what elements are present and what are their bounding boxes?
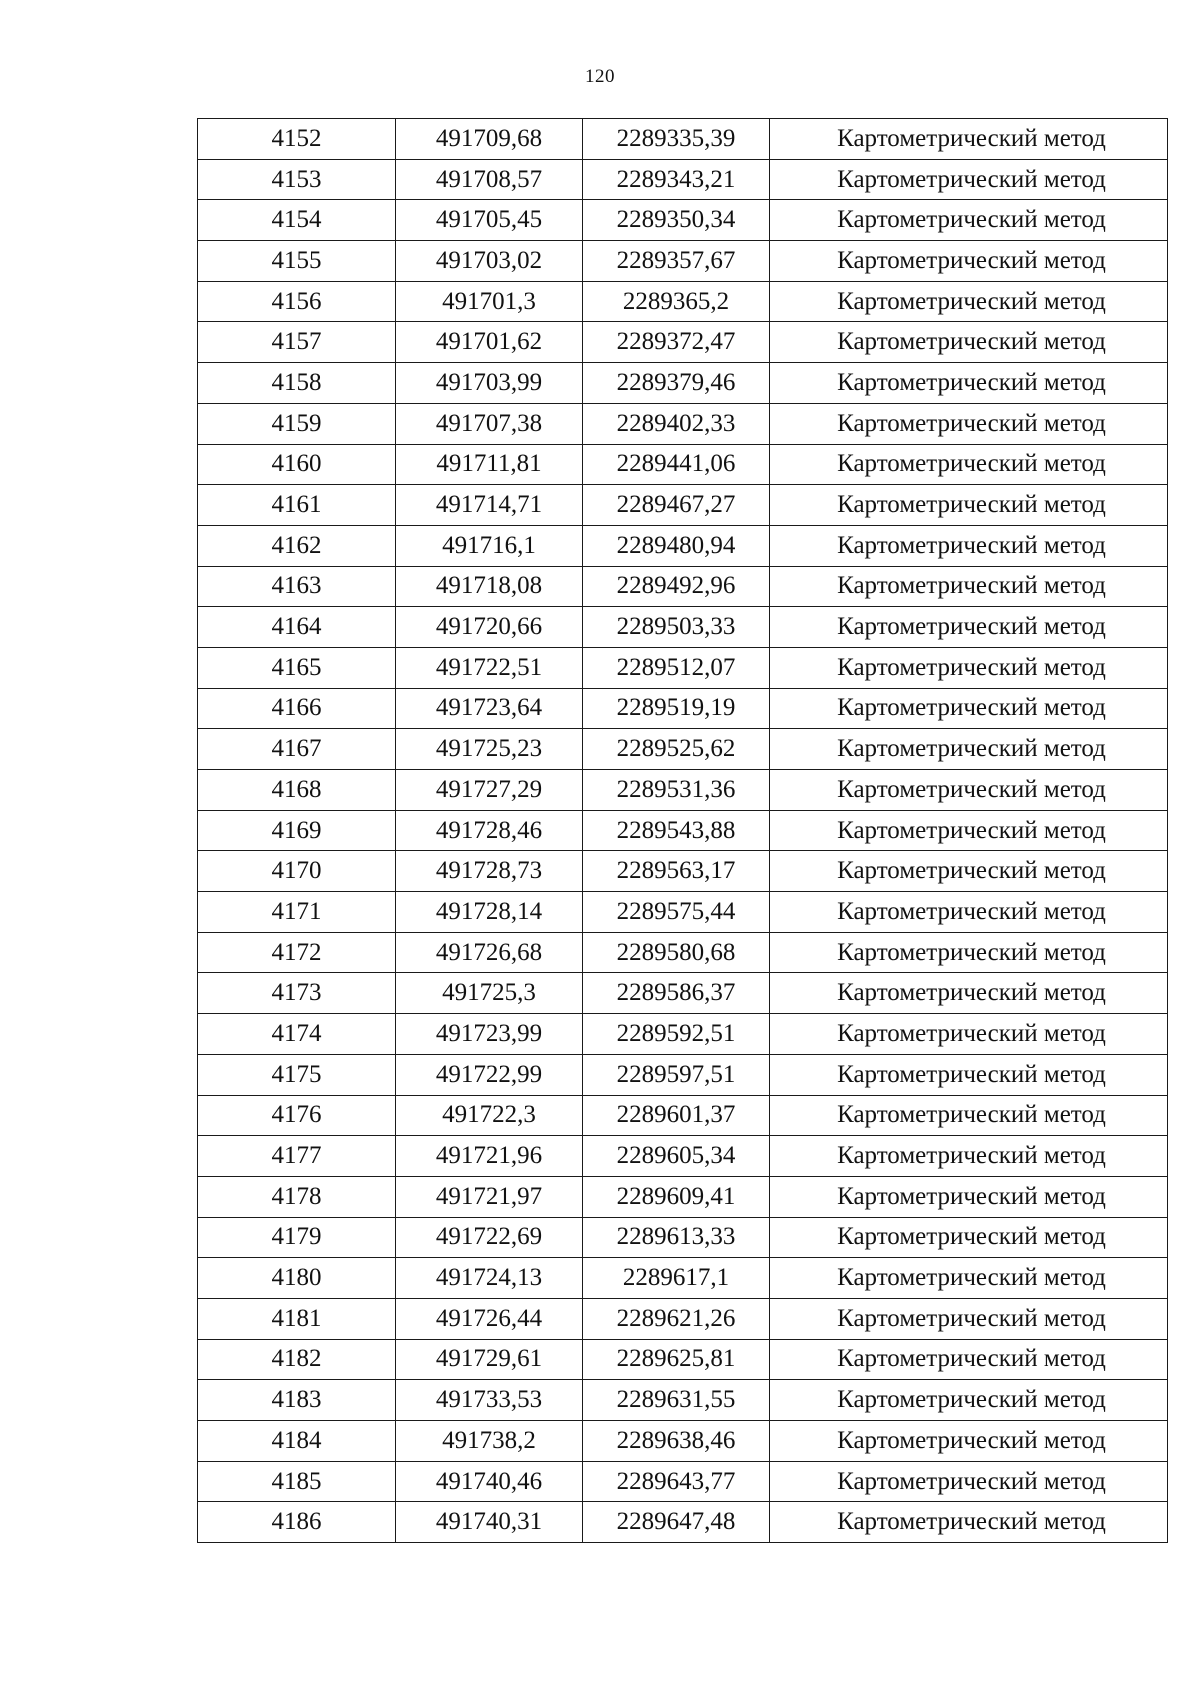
y-coordinate-cell: 2289480,94 — [583, 525, 770, 566]
table-body — [198, 119, 1168, 1543]
table-row — [198, 1380, 1168, 1421]
point-number-cell: 4182 — [198, 1339, 396, 1380]
point-number-cell: 4170 — [198, 851, 396, 892]
table-row — [198, 1258, 1168, 1299]
method-cell: Картометрический метод — [770, 1176, 1168, 1217]
point-number-cell: 4186 — [198, 1502, 396, 1543]
x-coordinate-cell: 491727,29 — [396, 770, 583, 811]
method-cell: Картометрический метод — [770, 1095, 1168, 1136]
y-coordinate-cell: 2289357,67 — [583, 241, 770, 282]
y-coordinate-cell: 2289643,77 — [583, 1461, 770, 1502]
table-row — [198, 851, 1168, 892]
method-cell: Картометрический метод — [770, 851, 1168, 892]
x-coordinate-cell: 491703,02 — [396, 241, 583, 282]
method-cell: Картометрический метод — [770, 1298, 1168, 1339]
y-coordinate-cell: 2289525,62 — [583, 729, 770, 770]
method-cell: Картометрический метод — [770, 363, 1168, 404]
table-row — [198, 1502, 1168, 1543]
point-number-cell: 4178 — [198, 1176, 396, 1217]
x-coordinate-cell: 491709,68 — [396, 119, 583, 160]
table-row — [198, 525, 1168, 566]
table-row — [198, 322, 1168, 363]
x-coordinate-cell: 491701,62 — [396, 322, 583, 363]
y-coordinate-cell: 2289580,68 — [583, 932, 770, 973]
x-coordinate-cell: 491728,46 — [396, 810, 583, 851]
table-row — [198, 932, 1168, 973]
point-number-cell: 4176 — [198, 1095, 396, 1136]
y-coordinate-cell: 2289372,47 — [583, 322, 770, 363]
method-cell: Картометрический метод — [770, 1258, 1168, 1299]
point-number-cell: 4166 — [198, 688, 396, 729]
method-cell: Картометрический метод — [770, 607, 1168, 648]
point-number-cell: 4162 — [198, 525, 396, 566]
x-coordinate-cell: 491725,23 — [396, 729, 583, 770]
table-row — [198, 647, 1168, 688]
point-number-cell: 4177 — [198, 1136, 396, 1177]
y-coordinate-cell: 2289621,26 — [583, 1298, 770, 1339]
table-row — [198, 729, 1168, 770]
coordinates-table — [197, 118, 1168, 1543]
x-coordinate-cell: 491726,44 — [396, 1298, 583, 1339]
table-row — [198, 1461, 1168, 1502]
table-row — [198, 200, 1168, 241]
x-coordinate-cell: 491707,38 — [396, 403, 583, 444]
point-number-cell: 4172 — [198, 932, 396, 973]
y-coordinate-cell: 2289531,36 — [583, 770, 770, 811]
method-cell: Картометрический метод — [770, 1502, 1168, 1543]
point-number-cell: 4165 — [198, 647, 396, 688]
table-row — [198, 119, 1168, 160]
table-row — [198, 1217, 1168, 1258]
table-row — [198, 892, 1168, 933]
point-number-cell: 4164 — [198, 607, 396, 648]
method-cell: Картометрический метод — [770, 647, 1168, 688]
method-cell: Картометрический метод — [770, 525, 1168, 566]
y-coordinate-cell: 2289343,21 — [583, 159, 770, 200]
y-coordinate-cell: 2289625,81 — [583, 1339, 770, 1380]
method-cell: Картометрический метод — [770, 119, 1168, 160]
table-row — [198, 281, 1168, 322]
point-number-cell: 4158 — [198, 363, 396, 404]
method-cell: Картометрический метод — [770, 1339, 1168, 1380]
y-coordinate-cell: 2289441,06 — [583, 444, 770, 485]
table-row — [198, 973, 1168, 1014]
point-number-cell: 4171 — [198, 892, 396, 933]
point-number-cell: 4159 — [198, 403, 396, 444]
point-number-cell: 4168 — [198, 770, 396, 811]
point-number-cell: 4181 — [198, 1298, 396, 1339]
point-number-cell: 4175 — [198, 1054, 396, 1095]
y-coordinate-cell: 2289350,34 — [583, 200, 770, 241]
x-coordinate-cell: 491705,45 — [396, 200, 583, 241]
method-cell: Картометрический метод — [770, 1217, 1168, 1258]
table-row — [198, 1014, 1168, 1055]
method-cell: Картометрический метод — [770, 281, 1168, 322]
x-coordinate-cell: 491740,46 — [396, 1461, 583, 1502]
x-coordinate-cell: 491722,51 — [396, 647, 583, 688]
table-row — [198, 363, 1168, 404]
x-coordinate-cell: 491701,3 — [396, 281, 583, 322]
x-coordinate-cell: 491738,2 — [396, 1421, 583, 1462]
x-coordinate-cell: 491728,73 — [396, 851, 583, 892]
page-number: 120 — [585, 66, 615, 87]
point-number-cell: 4156 — [198, 281, 396, 322]
x-coordinate-cell: 491714,71 — [396, 485, 583, 526]
method-cell: Картометрический метод — [770, 159, 1168, 200]
point-number-cell: 4152 — [198, 119, 396, 160]
x-coordinate-cell: 491708,57 — [396, 159, 583, 200]
point-number-cell: 4173 — [198, 973, 396, 1014]
point-number-cell: 4180 — [198, 1258, 396, 1299]
x-coordinate-cell: 491716,1 — [396, 525, 583, 566]
table-row — [198, 1176, 1168, 1217]
x-coordinate-cell: 491733,53 — [396, 1380, 583, 1421]
table-row — [198, 770, 1168, 811]
y-coordinate-cell: 2289402,33 — [583, 403, 770, 444]
y-coordinate-cell: 2289597,51 — [583, 1054, 770, 1095]
point-number-cell: 4163 — [198, 566, 396, 607]
y-coordinate-cell: 2289631,55 — [583, 1380, 770, 1421]
x-coordinate-cell: 491723,99 — [396, 1014, 583, 1055]
point-number-cell: 4185 — [198, 1461, 396, 1502]
x-coordinate-cell: 491728,14 — [396, 892, 583, 933]
table-row — [198, 159, 1168, 200]
y-coordinate-cell: 2289503,33 — [583, 607, 770, 648]
method-cell: Картометрический метод — [770, 770, 1168, 811]
method-cell: Картометрический метод — [770, 566, 1168, 607]
table-row — [198, 241, 1168, 282]
table-row — [198, 485, 1168, 526]
x-coordinate-cell: 491720,66 — [396, 607, 583, 648]
y-coordinate-cell: 2289365,2 — [583, 281, 770, 322]
x-coordinate-cell: 491721,97 — [396, 1176, 583, 1217]
point-number-cell: 4154 — [198, 200, 396, 241]
x-coordinate-cell: 491729,61 — [396, 1339, 583, 1380]
x-coordinate-cell: 491724,13 — [396, 1258, 583, 1299]
x-coordinate-cell: 491722,99 — [396, 1054, 583, 1095]
table-row — [198, 566, 1168, 607]
y-coordinate-cell: 2289467,27 — [583, 485, 770, 526]
method-cell: Картометрический метод — [770, 810, 1168, 851]
point-number-cell: 4167 — [198, 729, 396, 770]
y-coordinate-cell: 2289575,44 — [583, 892, 770, 933]
method-cell: Картометрический метод — [770, 200, 1168, 241]
point-number-cell: 4184 — [198, 1421, 396, 1462]
point-number-cell: 4169 — [198, 810, 396, 851]
method-cell: Картометрический метод — [770, 322, 1168, 363]
y-coordinate-cell: 2289601,37 — [583, 1095, 770, 1136]
x-coordinate-cell: 491711,81 — [396, 444, 583, 485]
method-cell: Картометрический метод — [770, 1380, 1168, 1421]
table-row — [198, 1095, 1168, 1136]
y-coordinate-cell: 2289519,19 — [583, 688, 770, 729]
method-cell: Картометрический метод — [770, 729, 1168, 770]
method-cell: Картометрический метод — [770, 241, 1168, 282]
table-row — [198, 688, 1168, 729]
table-row — [198, 444, 1168, 485]
point-number-cell: 4161 — [198, 485, 396, 526]
point-number-cell: 4157 — [198, 322, 396, 363]
point-number-cell: 4179 — [198, 1217, 396, 1258]
table-row — [198, 1339, 1168, 1380]
x-coordinate-cell: 491740,31 — [396, 1502, 583, 1543]
point-number-cell: 4155 — [198, 241, 396, 282]
method-cell: Картометрический метод — [770, 1054, 1168, 1095]
method-cell: Картометрический метод — [770, 1136, 1168, 1177]
x-coordinate-cell: 491721,96 — [396, 1136, 583, 1177]
table-row — [198, 1054, 1168, 1095]
method-cell: Картометрический метод — [770, 688, 1168, 729]
method-cell: Картометрический метод — [770, 892, 1168, 933]
y-coordinate-cell: 2289335,39 — [583, 119, 770, 160]
method-cell: Картометрический метод — [770, 973, 1168, 1014]
x-coordinate-cell: 491718,08 — [396, 566, 583, 607]
x-coordinate-cell: 491726,68 — [396, 932, 583, 973]
table-row — [198, 1136, 1168, 1177]
x-coordinate-cell: 491722,3 — [396, 1095, 583, 1136]
method-cell: Картометрический метод — [770, 403, 1168, 444]
table-row — [198, 403, 1168, 444]
y-coordinate-cell: 2289379,46 — [583, 363, 770, 404]
y-coordinate-cell: 2289605,34 — [583, 1136, 770, 1177]
point-number-cell: 4160 — [198, 444, 396, 485]
y-coordinate-cell: 2289647,48 — [583, 1502, 770, 1543]
x-coordinate-cell: 491725,3 — [396, 973, 583, 1014]
y-coordinate-cell: 2289617,1 — [583, 1258, 770, 1299]
y-coordinate-cell: 2289492,96 — [583, 566, 770, 607]
y-coordinate-cell: 2289638,46 — [583, 1421, 770, 1462]
x-coordinate-cell: 491723,64 — [396, 688, 583, 729]
point-number-cell: 4174 — [198, 1014, 396, 1055]
method-cell: Картометрический метод — [770, 1461, 1168, 1502]
y-coordinate-cell: 2289613,33 — [583, 1217, 770, 1258]
x-coordinate-cell: 491722,69 — [396, 1217, 583, 1258]
table-row — [198, 1298, 1168, 1339]
y-coordinate-cell: 2289609,41 — [583, 1176, 770, 1217]
table-row — [198, 810, 1168, 851]
method-cell: Картометрический метод — [770, 932, 1168, 973]
method-cell: Картометрический метод — [770, 1421, 1168, 1462]
table-row — [198, 1421, 1168, 1462]
method-cell: Картометрический метод — [770, 1014, 1168, 1055]
y-coordinate-cell: 2289592,51 — [583, 1014, 770, 1055]
y-coordinate-cell: 2289512,07 — [583, 647, 770, 688]
method-cell: Картометрический метод — [770, 485, 1168, 526]
y-coordinate-cell: 2289563,17 — [583, 851, 770, 892]
point-number-cell: 4183 — [198, 1380, 396, 1421]
table-row — [198, 607, 1168, 648]
y-coordinate-cell: 2289586,37 — [583, 973, 770, 1014]
method-cell: Картометрический метод — [770, 444, 1168, 485]
y-coordinate-cell: 2289543,88 — [583, 810, 770, 851]
x-coordinate-cell: 491703,99 — [396, 363, 583, 404]
point-number-cell: 4153 — [198, 159, 396, 200]
